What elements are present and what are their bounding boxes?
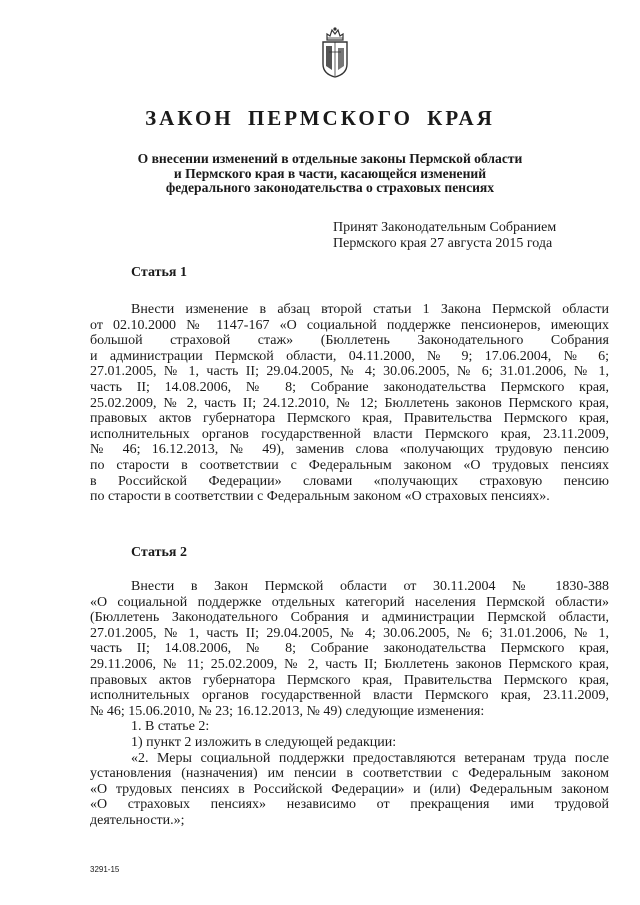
paragraph-line: большой страховой стаж» (Бюллетень Законодательного Собрания (90, 333, 609, 349)
paragraph-line: по старости в соответствии с Федеральным законом «О страховых пенсиях». (90, 489, 550, 505)
paragraph-line: «О социальной поддержке отдельных категорий населения Пермской области» (90, 594, 609, 610)
article-1-body (90, 302, 609, 505)
adoption-line: Принят Законодательным Собранием (333, 220, 557, 235)
paragraph-line: 29.11.2006, № 11; 25.02.2009, № 2, часть II; Бюллетень законов Пермского края, (90, 656, 609, 672)
list-item: 1. В статье 2: (131, 719, 210, 735)
paragraph-line: 27.01.2005, № 1, часть II; 29.04.2005, № 4; 30.06.2005, № 6; 31.01.2006, № 1, (90, 364, 609, 380)
subtitle-line: О внесении изменений в отдельные законы Пермской области (137, 151, 523, 166)
paragraph-line: «О трудовых пенсиях в Российской Федерации» и (или) Федеральным законом (90, 781, 609, 797)
paragraph-line: деятельности.»; (90, 812, 185, 828)
paragraph-line: установления (назначения) им пенсии в соответствии с Федеральным законом (90, 766, 609, 782)
paragraph-line: (Бюллетень Законодательного Собрания и администрации Пермской области, (90, 610, 609, 626)
paragraph-line: от 02.10.2000 № 1147-167 «О социальной поддержке пенсионеров, имеющих (90, 317, 609, 333)
paragraph-line: 25.02.2009, № 2, часть II; 24.12.2010, № 12; Бюллетень законов Пермского края, (90, 395, 609, 411)
paragraph-line: Внести в Закон Пермской области от 30.11.2004 № 1830-388 (131, 579, 609, 594)
paragraph-line: «О страховых пенсиях» независимо от прекращения ими трудовой (90, 797, 609, 813)
paragraph-line: правовых актов губернатора Пермского края, Правительства Пермского края, (90, 411, 609, 427)
article-2-heading: Статья 2 (131, 545, 187, 560)
paragraph-line: и администрации Пермской области, 04.11.2000, № 9; 17.06.2004, № 6; (90, 348, 609, 364)
paragraph-line: в Российской Федерации» словами «получающих страховую пенсию (90, 473, 609, 489)
paragraph-line: по старости в соответствии с Федеральным законом «О трудовых пенсиях (90, 457, 609, 473)
paragraph-line: правовых актов губернатора Пермского края, Правительства Пермского края, (90, 672, 609, 688)
document-code: 3291-15 (90, 865, 120, 874)
paragraph-line: исполнительных органов государственной власти Пермского края, 23.11.2009, (90, 688, 609, 704)
law-title: ЗАКОН ПЕРМСКОГО КРАЯ (145, 106, 495, 130)
paragraph-line: 27.01.2005, № 1, часть II; 29.04.2005, № 4; 30.06.2005, № 6; 31.01.2006, № 1, (90, 625, 609, 641)
article-2-body (90, 579, 609, 829)
article-1-heading: Статья 1 (131, 265, 187, 280)
paragraph-line: исполнительных органов государственной власти Пермского края, 23.11.2009, (90, 426, 609, 442)
paragraph-line: часть II; 14.08.2006, № 8; Собрание законодательства Пермского края, (90, 379, 609, 395)
coat-of-arms-icon (320, 26, 350, 78)
subtitle-line: и Пермского края в части, касающейся изменений (173, 165, 487, 181)
paragraph-line: № 46; 15.06.2010, № 23; 16.12.2013, № 49) следующие изменения: (90, 703, 485, 719)
law-subtitle (100, 152, 560, 196)
paragraph-line: часть II; 14.08.2006, № 8; Собрание законодательства Пермского края, (90, 641, 609, 657)
subtitle-line: федерального законодательства о страховых пенсиях (165, 180, 495, 195)
adoption-line: Пермского края 27 августа 2015 года (333, 235, 553, 251)
adoption-note (333, 220, 556, 251)
list-item: 1) пункт 2 изложить в следующей редакции: (131, 734, 397, 750)
paragraph-line: № 46; 16.12.2013, № 49), заменив слова «получающих трудовую пенсию (90, 442, 609, 458)
paragraph-line: Внести изменение в абзац второй статьи 1 Закона Пермской области (131, 302, 609, 317)
paragraph-line: «2. Меры социальной поддержки предоставляются ветеранам труда после (131, 750, 609, 766)
